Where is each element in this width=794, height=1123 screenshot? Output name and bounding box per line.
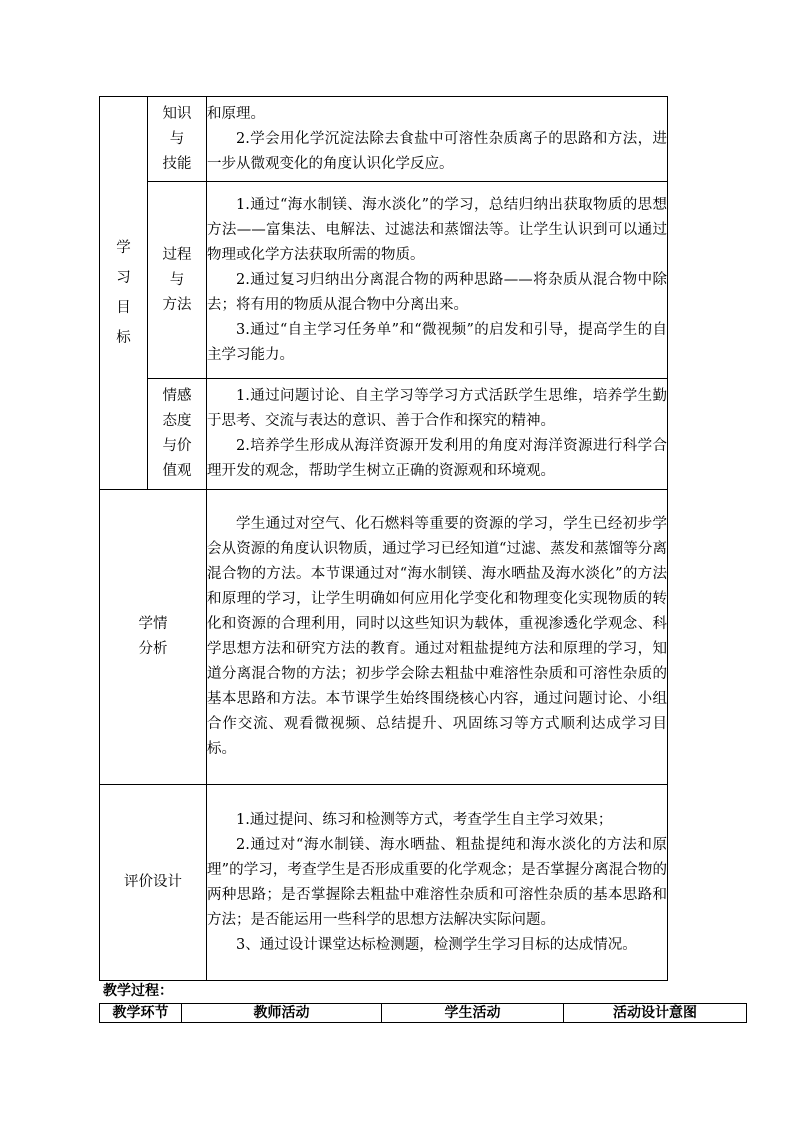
analysis-content-cell — [207, 490, 668, 785]
analysis-row — [100, 490, 668, 785]
evaluation-label: 评价设计 — [124, 874, 182, 890]
emotion-label-line: 情感 — [162, 388, 192, 404]
knowledge-label-line: 与 — [169, 130, 185, 147]
evaluation-label-cell — [100, 785, 207, 981]
emotion-label-cell — [148, 379, 207, 490]
knowledge-paragraph: 2.学会用化学沉淀法除去食盐中可溶性杂质离子的思路和方法，进一步从微观变化的角度认识化学反应。 — [207, 130, 667, 172]
goals-category-cell — [100, 97, 148, 490]
emotion-label-line: 值观 — [162, 463, 192, 479]
goals-category-char: 习 — [116, 270, 131, 286]
process-header-cell: 教学环节 — [100, 1004, 182, 1023]
knowledge-label-line: 知识 — [162, 105, 192, 122]
process-caption: 教学过程： — [103, 983, 173, 999]
process-label-line: 方法 — [162, 296, 192, 313]
emotion-paragraph: 2.培养学生形成从海洋资源开发利用的角度对海洋资源进行科学合理开发的观念，帮助学生树立正确的资源观和环境观。 — [207, 438, 667, 479]
goal-row-process — [100, 182, 668, 379]
goals-category-char: 目 — [116, 300, 131, 316]
emotion-content-cell — [207, 379, 668, 490]
process-label-cell — [148, 182, 207, 379]
emotion-label-line: 与价 — [162, 438, 192, 454]
analysis-label-line: 学情 — [138, 616, 168, 632]
teaching-process-table — [99, 1003, 747, 1023]
process-header-cell: 活动设计意图 — [564, 1004, 747, 1023]
process-content-cell — [207, 182, 668, 379]
knowledge-content-cell — [207, 97, 668, 182]
process-paragraph: 1.通过“海水制镁、海水淡化”的学习，总结归纳出获取物质的思想方法——富集法、电解法、过滤法和蒸馏法等。让学生认识到可以通过物理或化学方法获取所需的物质。 — [207, 196, 667, 263]
knowledge-label-line: 技能 — [162, 155, 192, 172]
goals-category-char: 学 — [116, 240, 131, 256]
lesson-plan-table — [99, 96, 668, 981]
evaluation-row — [100, 785, 668, 981]
goals-category-char: 标 — [116, 330, 131, 346]
process-header-cell: 教师活动 — [182, 1004, 382, 1023]
goal-row-knowledge — [100, 97, 668, 182]
evaluation-content-cell — [207, 785, 668, 981]
knowledge-paragraph: 和原理。 — [207, 105, 265, 122]
process-label-line: 与 — [169, 271, 185, 288]
process-paragraph: 2.通过复习归纳出分离混合物的两种思路——将杂质从混合物中除去；将有用的物质从混合物中分离出来。 — [207, 271, 667, 313]
analysis-paragraph: 学生通过对空气、化石燃料等重要的资源的学习，学生已经初步学会从资源的角度认识物质，通过学习已经知道“过滤、蒸发和蒸馏等分离混合物的方法。本节课通过对“海水制镁、海水晒盐及海水淡化”的方法和原理的学习，让学生明确如何应用化学变化和物理变化实现物质的转化和资源的合理利用，同时以这些知识为载体，重视渗透化学观念、科学思想方法和研究方法的教育。通过对粗盐提纯方法和原理的学习，知道分离混合物的方法；初步学会除去粗盐中难溶性杂质和可溶性杂质的基本思路和方法。本节课学生始终围绕核心内容，通过问题讨论、小组合作交流、观看微视频、总结提升、巩固练习等方式顺利达成学习目标。 — [207, 516, 667, 757]
emotion-label-line: 态度 — [162, 413, 192, 429]
process-paragraph: 3.通过“自主学习任务单”和“微视频”的启发和引导，提高学生的自主学习能力。 — [207, 321, 667, 363]
emotion-paragraph: 1.通过问题讨论、自主学习等学习方式活跃学生思维，培养学生勤于思考、交流与表达的意识、善于合作和探究的精神。 — [207, 388, 667, 429]
process-label-line: 过程 — [162, 246, 192, 263]
process-header-row — [100, 1004, 747, 1023]
knowledge-label-cell — [148, 97, 207, 182]
goal-row-emotion — [100, 379, 668, 490]
evaluation-paragraph: 2.通过对“海水制镁、海水晒盐、粗盐提纯和海水淡化的方法和原理”的学习，考查学生是否形成重要的化学观念；是否掌握分离混合物的两种思路；是否掌握除去粗盐中难溶性杂质和可溶性杂质的基本思路和方法；是否能运用一些科学的思想方法解决实际问题。 — [207, 836, 667, 928]
evaluation-paragraph: 3、通过设计课堂达标检测题，检测学生学习目标的达成情况。 — [236, 936, 637, 953]
analysis-label-line: 分析 — [138, 641, 168, 657]
analysis-label-cell — [100, 490, 207, 785]
process-header-cell: 学生活动 — [382, 1004, 564, 1023]
evaluation-paragraph: 1.通过提问、练习和检测等方式，考查学生自主学习效果； — [236, 811, 613, 828]
